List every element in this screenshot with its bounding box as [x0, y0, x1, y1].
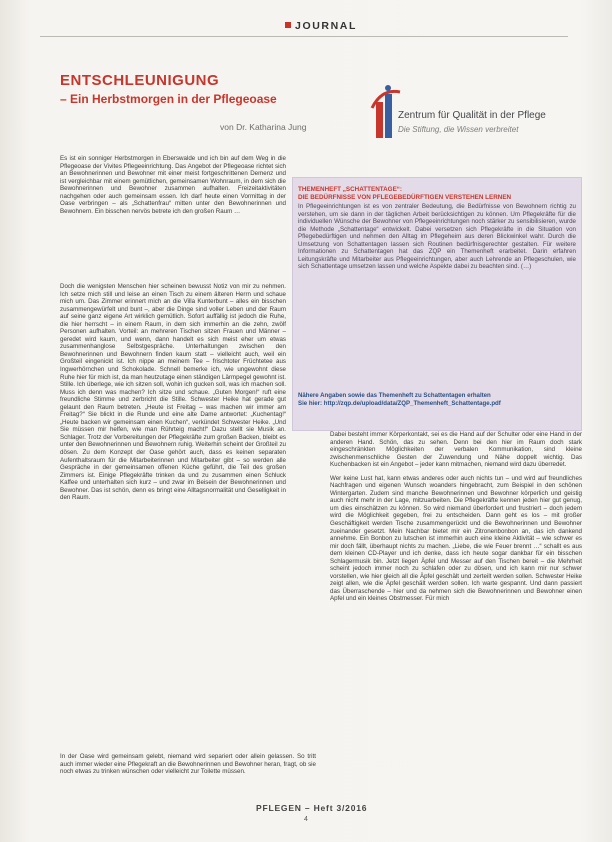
info-box-heading-line1: THEMENHEFT „SCHATTENTAGE“: — [298, 186, 403, 193]
article-title: ENTSCHLEUNIGUNG — [60, 72, 220, 89]
paragraph: Dabei besteht immer Körperkontakt, sei es die Hand auf der Schulter oder eine Hand in der anderen Hand. Schön, das zu sehen. Denn bei den hier im Raum doch stark eingeschränkten Möglichkeiten der verbalen Kommunikation, sind kleine zwischenmenschliche Gesten der Zuwendung und Nähe doppelt wichtig. Das Kuchenbacken ist ein Angebot – jeder kann mitmachen, niemand wird dazu überredet. — [330, 431, 582, 469]
body-column-left-top — [60, 155, 286, 221]
page-number: 4 — [304, 816, 308, 823]
header-divider — [40, 36, 568, 37]
article-author: von Dr. Katharina Jung — [220, 122, 307, 132]
paragraph: Doch die wenigsten Menschen hier scheinen bewusst Notiz von mir zu nehmen. Ich setze mich still und leise an einen Tisch zu einem älteren Herrn und schaue mich um. Das Zimmer erinnert mich an die Villa Kunterbunt – alles ein bisschen zusammengewürfelt und bunt –, aber die Dinge sind voller Leben und der Raum auf seine ganz eigene Art wirklich gemütlich. Sofort auffällig ist jedoch die Ruhe, die hier herrscht – in einem Raum, in dem sich immerhin an die zehn, zwölf Personen aufhalten. Vorteil: an mehreren Tischen sitzen Frauen und Männer – geredet wird kaum, und wenn, dann handelt es sich meist eher um etwas zusammenhanglose Selbstgespräche. Unterhaltungen zwischen den Bewohnerinnen und Bewohnern finden kaum statt – vielleicht auch, weil ein Großteil eingenickt ist. Ich nippe an meinem Tee – frischtoter Früchtetee aus Ingwerhörnchen und Schokolade. Schnell bemerke ich, wie ungewohnt diese Ruhe hier für mich ist, da man heutzutage einen ständigen Lärmpegel gewohnt ist. Stille. Ich überlege, wie ich sitzen soll, wohin ich gucken soll, was ich machen soll. Muss ich denn was machen? Ich sitze und schaue. „Guten Morgen!“ ruft eine freundliche Stimme und zerbricht die Stille. Schwester Heike hat gerade gut gelaunt den Raum betreten. „Heute ist Freitag – was machen wir immer am Freitag?“ Sie blickt in die Runde und eine alte Dame antwortet: „Kuchentag!“ „Heute backen wir gemeinsam einen Kuchen“, verkündet Schwester Heike. „Und Sie müssen mir helfen, wie man Rührteig macht!“ Dazu stellt sie Musik an. Schlager. Trotz der Vorbereitungen der Pflegekräfte zum großen Backen, bleibt es unter den Bewohnerinnen und Bewohnern ruhig. Weiterhin scheint der Großteil zu dösen. Zu dem Konzept der Oase gehört auch, dass es keinen separaten Aufenthaltsraum für die Mitarbeiterinnen und Mitarbeiter gibt – so werden alle Gespräche in der gemeinsamen offenen Küche geführt, die Teil des großen Zimmers ist. Einige Pflegekräfte trinken da und zu zusammen einen Schluck Kaffee und unterhalten sich kurz – und zwar im Beisein der Bewohnerinnen und Bewohner. Das ist schön, denn es bringt eine Alltagsnormalität und Geselligkeit in den Raum. — [60, 283, 286, 502]
body-column-left-middle — [60, 283, 286, 508]
footer-magazine: PFLEGEN – Heft 3/2016 — [256, 803, 368, 813]
logo-name: Zentrum für Qualität in der Pflege — [398, 110, 546, 121]
logo-tagline: Die Stiftung, die Wissen verbreitet — [398, 125, 519, 134]
info-box-subheading — [298, 194, 576, 202]
info-box-note — [298, 392, 576, 408]
article-subtitle: – Ein Herbstmorgen in der Pflegeoase — [60, 92, 277, 106]
info-box-heading-line2: DIE BEDÜRFNISSE VON PFLEGEBEDÜRFTIGEN VERSTEHEN LERNEN — [298, 194, 512, 201]
info-box-heading — [298, 186, 576, 194]
section-label — [285, 20, 357, 32]
body-column-left-bottom — [60, 753, 316, 782]
info-box-text: In Pflegeeinrichtungen ist es von zentraler Bedeutung, die Bedürfnisse von Bewohnern richtig zu verstehen, um sie dann in der täglichen Arbeit berücksichtigen zu können. Um Pflegekräfte für die individuellen Wünsche der Bewohner von Pflegeeinrichtungen noch stärker zu sensibilisieren, wurde die Methode „Schattentage“ entwickelt. Dabei versetzen sich Pflegekräfte in die Situation von Pflegebedürftigen und nehmen den Alltag im Pflegeheim aus deren Blickwinkel wahr. Durch die Umsetzung von Schattentagen lassen sich Routinen bedürfnisgerechter gestalten. Für weitere Informationen zu Schattentagen hat das ZQP ein Themenheft erarbeitet. Darin erfahren Leitungskräfte und Mitarbeiter aus Pflegeeinrichtungen, aber auch Lehrende an Pflegeschulen, wie sich Schattentage umsetzen lassen und welche Aspekte dabei zu beachten sind. (…) — [298, 203, 576, 271]
paragraph: Wer keine Lust hat, kann etwas anderes oder auch nichts tun – und wird auf freundliches Nachfragen und eigenen Wunsch woanders hingebracht, zum Beispiel in den schönen Wintergarten. Zudem sind manche Bewohnerinnen und Bewohner körperlich und geistig auch nicht mehr in der Lage, mitzuarbeiten. Die Pflegekräfte kennen jeden hier gut genug, um dies einschätzen zu können. So wird niemand überfordert und frustriert – doch jedem wird die Möglichkeit gegeben, frei zu entscheiden. Dann geht es los – mit großer Geschäftigkeit werden Tische zusammengerückt und die Bewohnerinnen und Bewohner zueinander gesetzt. Mein Nachbar bietet mir ein Zitronenbonbon an, das ich dankend annehme. Ein Bonbon zu lutschen ist immerhin auch eine kleine Aktivität – wie schwer es mir doch fällt, überhaupt nichts zu machen. „Liebe, die wie Feuer brennt …“ schallt es aus dem kleinen CD-Player und ich denke, dass ich heute sogar dankbar für ein bisschen Schlagermusik bin. Jetzt liegen Äpfel und Messer auf den Tischen bereit – die Mehrheit scheint jedoch immer noch zu schlafen oder zu dösen, und ich kann mir nur schwer vorstellen, wie hier gleich all die Äpfel geschält und zerteilt werden sollen. Schwester Heike zeigt allen, wie die Äpfel geschält werden sollen. Ich warte gespannt. Und dann passiert das Überraschende – hier und da nehmen sich die Bewohnerinnen und Bewohner einen Apfel und ein kleines Obstmesser. Für mich — [330, 474, 582, 603]
paragraph: Es ist ein sonniger Herbstmorgen in Eberswalde und ich bin auf dem Weg in die Pflegeoase der Vivites Pflegeeinrichtung. Das Angebot der Pflegeoase richtet sich an Bewohnerinnen und Bewohner mit einer meist fortgeschrittenen Demenz und ist vergleichbar mit einem gemütlichen, gemeinsamen Wohnraum, in dem sich die Bewohnerinnen und Bewohner zusammen aufhalten. Freizeitaktivitäten nachgehen oder auch gemeinsam essen. Ich darf heute einen Vormittag in der Oase verbringen – als „Schattenfrau“ mitten unter den Bewohnerinnen und Bewohnern. Ein bisschen nervös betrete ich den großen Raum … — [60, 155, 286, 215]
logo-bar-red — [376, 102, 383, 138]
info-box-note-line1: Nähere Angaben sowie das Themenheft zu Schattentagen erhalten — [298, 392, 491, 399]
logo-dot — [385, 85, 391, 91]
paragraph: In der Oase wird gemeinsam gelebt, niemand wird separiert oder allein gelassen. So tritt auch immer wieder eine Pflegekraft an die Bewohnerinnen und Bewohner heran, fragt, ob sie noch etwas zu trinken wünschen oder vielleicht zur Toilette müssen. — [60, 753, 316, 776]
body-column-right — [330, 431, 582, 609]
info-box-link[interactable]: Sie hier: http://zqp.de/upload/data/ZQP_Themenheft_Schattentage.pdf — [298, 400, 501, 407]
section-marker-icon — [285, 22, 291, 28]
logo-bar-blue — [385, 94, 392, 138]
section-label-text: JOURNAL — [295, 20, 357, 32]
